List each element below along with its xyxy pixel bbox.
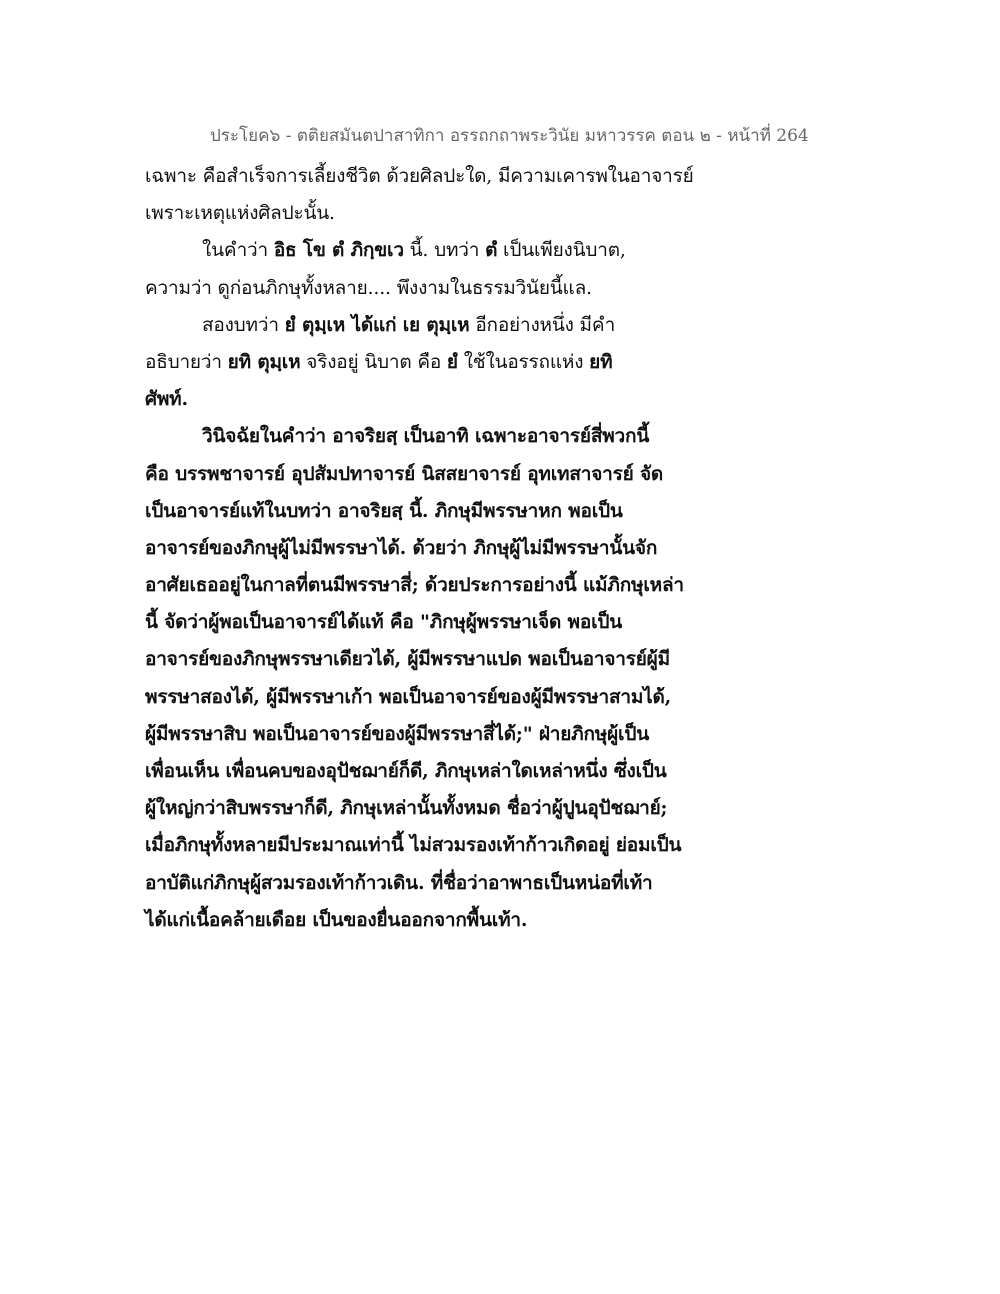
body-text <box>145 158 705 939</box>
text-line: เพราะเหตุแห่งศิลปะนั้น. <box>145 202 335 225</box>
text-line <box>145 307 705 344</box>
pali-term: ยทิ <box>589 350 613 373</box>
text-line: ความว่า ดูก่อนภิกษุทั้งหลาย.... พึงงามในธรรมวินัยนี้แล. <box>145 276 592 299</box>
text-line: ผู้มีพรรษาสิบ พอเป็นอาจารย์ของผู้มีพรรษาสี่ได้;" ฝ่ายภิกษุผู้เป็น <box>145 722 649 745</box>
text-line: ศัพท์. <box>145 388 188 411</box>
text-line <box>145 344 705 381</box>
text-run: เป็นเพียงนิบาต, <box>497 239 626 262</box>
text-line: เพื่อนเห็น เพื่อนคบของอุปัชฌาย์ก็ดี, ภิกษุเหล่าใดเหล่าหนึ่ง ซึ่งเป็น <box>145 760 667 782</box>
pali-term: ยทิ ตุมฺเห <box>227 350 301 373</box>
running-title: ประโยค๖ - ตติยสมันตปาสาทิกา อรรถกถาพระวินัย มหาวรรค ตอน ๒ - หน้าที่ 264 <box>210 126 809 146</box>
text-line: นี้ จัดว่าผู้พอเป็นอาจารย์ได้แท้ คือ "ภิกษุผู้พรรษาเจ็ด พอเป็น <box>145 611 623 634</box>
text-line: อาจารย์ของภิกษุผู้ไม่มีพรรษาได้. ด้วยว่า ภิกษุผู้ไม่มีพรรษานั้นจัก <box>145 536 658 559</box>
text-line: พรรษาสองได้, ผู้มีพรรษาเก้า พอเป็นอาจารย์ของผู้มีพรรษาสามได้, <box>145 685 672 708</box>
running-header <box>210 124 810 148</box>
text-run: อธิบายว่า <box>145 350 228 373</box>
pali-term: ยํ <box>446 350 458 373</box>
text-run: จริงอยู่ นิบาต คือ <box>300 350 447 373</box>
pali-term: ยํ ตุมฺเห ได้แก่ เย ตุมฺเห <box>284 313 470 336</box>
text-line: เมื่อภิกษุทั้งหลายมีประมาณเท่านี้ ไม่สวมรองเท้าก้าวเกิดอยู่ ย่อมเป็น <box>145 834 682 857</box>
text-run: นี้. บทว่า <box>403 239 486 262</box>
text-line: อาจารย์ของภิกษุพรรษาเดียวได้, ผู้มีพรรษาแปด พอเป็นอาจารย์ผู้มี <box>145 648 670 671</box>
text-line <box>145 232 705 269</box>
text-line: เป็นอาจารย์แท้ในบทว่า อาจริยสฺ นี้. ภิกษุมีพรรษาหก พอเป็น <box>145 499 623 522</box>
text-line: ผู้ใหญ่กว่าสิบพรรษาก็ดี, ภิกษุเหล่านั้นทั้งหมด ชื่อว่าผู้ปูนอุปัชฌาย์; <box>145 797 668 820</box>
pali-term: ตํ <box>485 239 498 262</box>
text-run: ใช้ในอรรถแห่ง <box>457 350 590 373</box>
text-run: ในคำว่า <box>202 239 274 262</box>
text-line: อาบัติแก่ภิกษุผู้สวมรองเท้าก้าวเดิน. ที่ชื่อว่าอาพาธเป็นหน่อที่เท้า <box>145 871 653 894</box>
text-line: วินิจฉัยในคำว่า อาจริยสฺ เป็นอาทิ เฉพาะอาจารย์สี่พวกนี้ <box>202 425 650 448</box>
text-line: คือ บรรพชาจารย์ อุปสัมปทาจารย์ นิสสยาจารย์ อุทเทสาจารย์ จัด <box>145 462 664 485</box>
text-run: อีกอย่างหนึ่ง มีคำ <box>469 313 616 336</box>
text-line: อาศัยเธออยู่ในกาลที่ตนมีพรรษาสี่; ด้วยประการอย่างนี้ แม้ภิกษุเหล่า <box>145 574 684 597</box>
text-line: ได้แก่เนื้อคล้ายเดือย เป็นของยื่นออกจากพื้นเท้า. <box>145 908 528 931</box>
text-line: เฉพาะ คือสำเร็จการเลี้ยงชีวิต ด้วยศิลปะใด, มีความเคารพในอาจารย์ <box>145 165 694 187</box>
text-run: สองบทว่า <box>202 313 285 336</box>
pali-term: อิธ โข ตํ ภิกฺขเว <box>273 239 404 262</box>
